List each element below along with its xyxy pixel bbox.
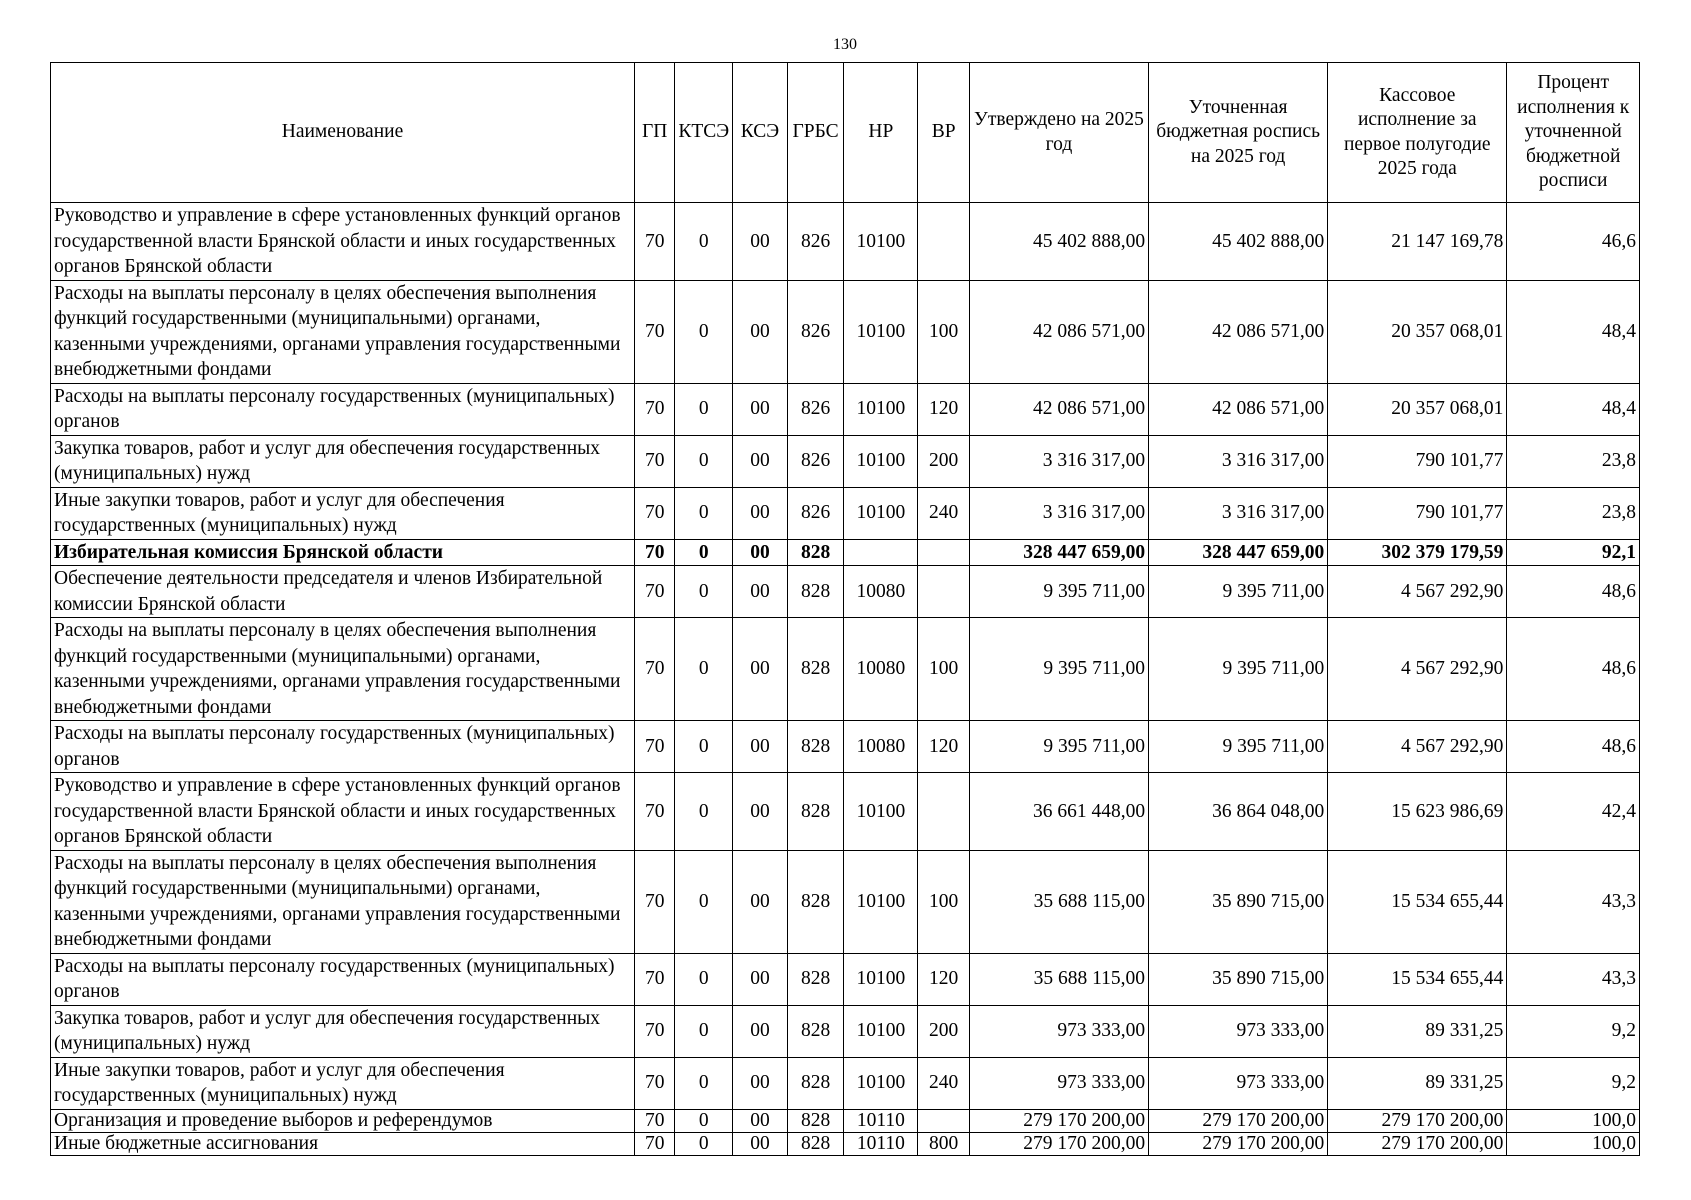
cell-gp: 70 bbox=[634, 280, 674, 383]
cell-cash: 4 567 292,90 bbox=[1328, 721, 1507, 773]
cell-np: 10100 bbox=[844, 203, 918, 281]
cell-cash: 4 567 292,90 bbox=[1328, 566, 1507, 618]
cell-ktse: 0 bbox=[675, 566, 733, 618]
cell-gp: 70 bbox=[634, 383, 674, 435]
cell-gp: 70 bbox=[634, 1109, 674, 1132]
table-row bbox=[51, 539, 1640, 566]
cell-ktse: 0 bbox=[675, 1005, 733, 1057]
cell-vr bbox=[918, 773, 970, 851]
cell-percent: 48,4 bbox=[1507, 280, 1640, 383]
cell-kse: 00 bbox=[733, 383, 788, 435]
cell-vr: 100 bbox=[918, 618, 970, 721]
cell-name: Закупка товаров, работ и услуг для обеспечения государственных (муниципальных) нужд bbox=[51, 435, 635, 487]
cell-percent: 48,4 bbox=[1507, 383, 1640, 435]
cell-approved: 3 316 317,00 bbox=[969, 435, 1148, 487]
cell-kse: 00 bbox=[733, 773, 788, 851]
cell-np: 10100 bbox=[844, 383, 918, 435]
cell-kse: 00 bbox=[733, 1057, 788, 1109]
table-row bbox=[51, 850, 1640, 953]
cell-approved: 3 316 317,00 bbox=[969, 487, 1148, 539]
cell-percent: 23,8 bbox=[1507, 487, 1640, 539]
header-percent: Процент исполнения к уточненной бюджетной росписи bbox=[1507, 63, 1640, 203]
cell-np: 10100 bbox=[844, 280, 918, 383]
cell-np: 10100 bbox=[844, 953, 918, 1005]
cell-kse: 00 bbox=[733, 566, 788, 618]
cell-gp: 70 bbox=[634, 1057, 674, 1109]
cell-grbs: 826 bbox=[787, 383, 844, 435]
cell-refined: 42 086 571,00 bbox=[1149, 280, 1328, 383]
cell-percent: 48,6 bbox=[1507, 721, 1640, 773]
cell-vr: 200 bbox=[918, 1005, 970, 1057]
cell-kse: 00 bbox=[733, 721, 788, 773]
cell-vr bbox=[918, 203, 970, 281]
cell-gp: 70 bbox=[634, 203, 674, 281]
cell-vr: 240 bbox=[918, 1057, 970, 1109]
cell-grbs: 828 bbox=[787, 566, 844, 618]
cell-vr: 800 bbox=[918, 1132, 970, 1155]
cell-approved: 9 395 711,00 bbox=[969, 721, 1148, 773]
header-refined: Уточненная бюджетная роспись на 2025 год bbox=[1149, 63, 1328, 203]
cell-grbs: 828 bbox=[787, 618, 844, 721]
cell-kse: 00 bbox=[733, 1109, 788, 1132]
cell-ktse: 0 bbox=[675, 618, 733, 721]
cell-ktse: 0 bbox=[675, 487, 733, 539]
cell-np: 10100 bbox=[844, 850, 918, 953]
cell-kse: 00 bbox=[733, 435, 788, 487]
cell-approved: 35 688 115,00 bbox=[969, 850, 1148, 953]
cell-np: 10100 bbox=[844, 773, 918, 851]
table-header-row bbox=[51, 63, 1640, 203]
header-cash: Кассовое исполнение за первое полугодие 2025 года bbox=[1328, 63, 1507, 203]
cell-percent: 9,2 bbox=[1507, 1005, 1640, 1057]
cell-ktse: 0 bbox=[675, 383, 733, 435]
table-row bbox=[51, 203, 1640, 281]
page-number: 130 bbox=[833, 36, 857, 53]
cell-cash: 302 379 179,59 bbox=[1328, 539, 1507, 566]
cell-vr: 100 bbox=[918, 850, 970, 953]
cell-cash: 20 357 068,01 bbox=[1328, 280, 1507, 383]
cell-refined: 35 890 715,00 bbox=[1149, 850, 1328, 953]
table-row bbox=[51, 1057, 1640, 1109]
cell-approved: 35 688 115,00 bbox=[969, 953, 1148, 1005]
cell-gp: 70 bbox=[634, 850, 674, 953]
cell-vr: 120 bbox=[918, 953, 970, 1005]
cell-ktse: 0 bbox=[675, 539, 733, 566]
cell-np: 10080 bbox=[844, 618, 918, 721]
cell-vr: 120 bbox=[918, 721, 970, 773]
cell-vr: 240 bbox=[918, 487, 970, 539]
cell-vr bbox=[918, 1109, 970, 1132]
cell-cash: 20 357 068,01 bbox=[1328, 383, 1507, 435]
cell-percent: 100,0 bbox=[1507, 1132, 1640, 1155]
cell-percent: 43,3 bbox=[1507, 850, 1640, 953]
cell-approved: 9 395 711,00 bbox=[969, 566, 1148, 618]
cell-percent: 48,6 bbox=[1507, 566, 1640, 618]
cell-cash: 89 331,25 bbox=[1328, 1057, 1507, 1109]
table-row bbox=[51, 1005, 1640, 1057]
cell-np: 10100 bbox=[844, 1005, 918, 1057]
cell-grbs: 828 bbox=[787, 953, 844, 1005]
cell-percent: 42,4 bbox=[1507, 773, 1640, 851]
cell-cash: 790 101,77 bbox=[1328, 487, 1507, 539]
cell-approved: 279 170 200,00 bbox=[969, 1132, 1148, 1155]
cell-np: 10100 bbox=[844, 487, 918, 539]
cell-refined: 328 447 659,00 bbox=[1149, 539, 1328, 566]
cell-approved: 42 086 571,00 bbox=[969, 280, 1148, 383]
cell-ktse: 0 bbox=[675, 773, 733, 851]
cell-name: Расходы на выплаты персоналу в целях обеспечения выполнения функций государственными (муниципальными) органами, казенными учреждениями, органами управления государственными внебюджетными фондами bbox=[51, 850, 635, 953]
table-row bbox=[51, 435, 1640, 487]
cell-vr: 200 bbox=[918, 435, 970, 487]
cell-percent: 92,1 bbox=[1507, 539, 1640, 566]
header-vr: ВР bbox=[918, 63, 970, 203]
cell-refined: 36 864 048,00 bbox=[1149, 773, 1328, 851]
cell-cash: 15 534 655,44 bbox=[1328, 953, 1507, 1005]
header-grbs: ГРБС bbox=[787, 63, 844, 203]
cell-percent: 23,8 bbox=[1507, 435, 1640, 487]
header-gp: ГП bbox=[634, 63, 674, 203]
cell-refined: 279 170 200,00 bbox=[1149, 1109, 1328, 1132]
cell-refined: 3 316 317,00 bbox=[1149, 435, 1328, 487]
cell-ktse: 0 bbox=[675, 1132, 733, 1155]
cell-grbs: 826 bbox=[787, 280, 844, 383]
cell-grbs: 826 bbox=[787, 435, 844, 487]
cell-cash: 15 534 655,44 bbox=[1328, 850, 1507, 953]
cell-cash: 21 147 169,78 bbox=[1328, 203, 1507, 281]
cell-gp: 70 bbox=[634, 773, 674, 851]
cell-grbs: 828 bbox=[787, 1057, 844, 1109]
cell-grbs: 828 bbox=[787, 721, 844, 773]
cell-gp: 70 bbox=[634, 1132, 674, 1155]
cell-approved: 279 170 200,00 bbox=[969, 1109, 1148, 1132]
cell-np: 10080 bbox=[844, 566, 918, 618]
cell-grbs: 828 bbox=[787, 1109, 844, 1132]
cell-name: Иные закупки товаров, работ и услуг для обеспечения государственных (муниципальных) нужд bbox=[51, 1057, 635, 1109]
cell-name: Руководство и управление в сфере установленных функций органов государственной власти Брянской области и иных государственных органов Брянской области bbox=[51, 203, 635, 281]
cell-cash: 89 331,25 bbox=[1328, 1005, 1507, 1057]
table-row bbox=[51, 566, 1640, 618]
table-row bbox=[51, 773, 1640, 851]
cell-gp: 70 bbox=[634, 435, 674, 487]
cell-approved: 973 333,00 bbox=[969, 1005, 1148, 1057]
cell-kse: 00 bbox=[733, 1005, 788, 1057]
cell-percent: 43,3 bbox=[1507, 953, 1640, 1005]
cell-refined: 3 316 317,00 bbox=[1149, 487, 1328, 539]
header-approved: Утверждено на 2025 год bbox=[969, 63, 1148, 203]
cell-approved: 9 395 711,00 bbox=[969, 618, 1148, 721]
cell-gp: 70 bbox=[634, 1005, 674, 1057]
cell-refined: 45 402 888,00 bbox=[1149, 203, 1328, 281]
table-body bbox=[51, 203, 1640, 1156]
cell-grbs: 826 bbox=[787, 203, 844, 281]
header-kse: КСЭ bbox=[733, 63, 788, 203]
cell-name: Расходы на выплаты персоналу в целях обеспечения выполнения функций государственными (муниципальными) органами, казенными учреждениями, органами управления государственными внебюджетными фондами bbox=[51, 280, 635, 383]
cell-name: Расходы на выплаты персоналу государственных (муниципальных) органов bbox=[51, 383, 635, 435]
cell-refined: 279 170 200,00 bbox=[1149, 1132, 1328, 1155]
cell-percent: 48,6 bbox=[1507, 618, 1640, 721]
cell-ktse: 0 bbox=[675, 203, 733, 281]
cell-np: 10080 bbox=[844, 721, 918, 773]
cell-ktse: 0 bbox=[675, 721, 733, 773]
cell-kse: 00 bbox=[733, 280, 788, 383]
cell-grbs: 828 bbox=[787, 1132, 844, 1155]
cell-grbs: 828 bbox=[787, 850, 844, 953]
cell-refined: 42 086 571,00 bbox=[1149, 383, 1328, 435]
cell-ktse: 0 bbox=[675, 1057, 733, 1109]
cell-kse: 00 bbox=[733, 953, 788, 1005]
cell-vr bbox=[918, 566, 970, 618]
cell-approved: 973 333,00 bbox=[969, 1057, 1148, 1109]
cell-np bbox=[844, 539, 918, 566]
cell-name: Иные бюджетные ассигнования bbox=[51, 1132, 635, 1155]
cell-percent: 46,6 bbox=[1507, 203, 1640, 281]
cell-refined: 9 395 711,00 bbox=[1149, 566, 1328, 618]
cell-approved: 45 402 888,00 bbox=[969, 203, 1148, 281]
cell-name: Расходы на выплаты персоналу государственных (муниципальных) органов bbox=[51, 953, 635, 1005]
cell-np: 10110 bbox=[844, 1132, 918, 1155]
cell-name: Расходы на выплаты персоналу государственных (муниципальных) органов bbox=[51, 721, 635, 773]
table-row bbox=[51, 280, 1640, 383]
cell-ktse: 0 bbox=[675, 850, 733, 953]
cell-np: 10100 bbox=[844, 1057, 918, 1109]
cell-refined: 9 395 711,00 bbox=[1149, 618, 1328, 721]
cell-name: Расходы на выплаты персоналу в целях обеспечения выполнения функций государственными (муниципальными) органами, казенными учреждениями, органами управления государственными внебюджетными фондами bbox=[51, 618, 635, 721]
cell-percent: 100,0 bbox=[1507, 1109, 1640, 1132]
cell-cash: 279 170 200,00 bbox=[1328, 1132, 1507, 1155]
table-row bbox=[51, 1132, 1640, 1155]
table-row bbox=[51, 721, 1640, 773]
cell-name: Обеспечение деятельности председателя и членов Избирательной комиссии Брянской области bbox=[51, 566, 635, 618]
cell-kse: 00 bbox=[733, 487, 788, 539]
cell-refined: 35 890 715,00 bbox=[1149, 953, 1328, 1005]
cell-gp: 70 bbox=[634, 539, 674, 566]
cell-ktse: 0 bbox=[675, 1109, 733, 1132]
cell-np: 10100 bbox=[844, 435, 918, 487]
cell-approved: 328 447 659,00 bbox=[969, 539, 1148, 566]
table-row bbox=[51, 383, 1640, 435]
cell-ktse: 0 bbox=[675, 953, 733, 1005]
cell-approved: 42 086 571,00 bbox=[969, 383, 1148, 435]
table-row bbox=[51, 1109, 1640, 1132]
cell-percent: 9,2 bbox=[1507, 1057, 1640, 1109]
cell-name: Иные закупки товаров, работ и услуг для обеспечения государственных (муниципальных) нужд bbox=[51, 487, 635, 539]
cell-gp: 70 bbox=[634, 487, 674, 539]
cell-cash: 279 170 200,00 bbox=[1328, 1109, 1507, 1132]
cell-ktse: 0 bbox=[675, 435, 733, 487]
cell-vr: 120 bbox=[918, 383, 970, 435]
cell-refined: 973 333,00 bbox=[1149, 1057, 1328, 1109]
cell-kse: 00 bbox=[733, 539, 788, 566]
cell-cash: 4 567 292,90 bbox=[1328, 618, 1507, 721]
cell-kse: 00 bbox=[733, 618, 788, 721]
table-row bbox=[51, 618, 1640, 721]
cell-gp: 70 bbox=[634, 953, 674, 1005]
cell-name: Избирательная комиссия Брянской области bbox=[51, 539, 635, 566]
cell-refined: 9 395 711,00 bbox=[1149, 721, 1328, 773]
cell-kse: 00 bbox=[733, 1132, 788, 1155]
cell-approved: 36 661 448,00 bbox=[969, 773, 1148, 851]
cell-vr bbox=[918, 539, 970, 566]
header-np: НР bbox=[844, 63, 918, 203]
cell-gp: 70 bbox=[634, 618, 674, 721]
cell-np: 10110 bbox=[844, 1109, 918, 1132]
cell-cash: 15 623 986,69 bbox=[1328, 773, 1507, 851]
cell-kse: 00 bbox=[733, 850, 788, 953]
cell-grbs: 826 bbox=[787, 487, 844, 539]
cell-gp: 70 bbox=[634, 566, 674, 618]
budget-table bbox=[50, 62, 1640, 1156]
table-row bbox=[51, 487, 1640, 539]
table-row bbox=[51, 953, 1640, 1005]
cell-gp: 70 bbox=[634, 721, 674, 773]
cell-ktse: 0 bbox=[675, 280, 733, 383]
header-name: Наименование bbox=[51, 63, 635, 203]
cell-grbs: 828 bbox=[787, 1005, 844, 1057]
cell-name: Руководство и управление в сфере установленных функций органов государственной власти Брянской области и иных государственных органов Брянской области bbox=[51, 773, 635, 851]
cell-refined: 973 333,00 bbox=[1149, 1005, 1328, 1057]
cell-grbs: 828 bbox=[787, 773, 844, 851]
cell-vr: 100 bbox=[918, 280, 970, 383]
cell-grbs: 828 bbox=[787, 539, 844, 566]
cell-cash: 790 101,77 bbox=[1328, 435, 1507, 487]
cell-name: Закупка товаров, работ и услуг для обеспечения государственных (муниципальных) нужд bbox=[51, 1005, 635, 1057]
cell-name: Организация и проведение выборов и референдумов bbox=[51, 1109, 635, 1132]
cell-kse: 00 bbox=[733, 203, 788, 281]
header-ktse: КТСЭ bbox=[675, 63, 733, 203]
